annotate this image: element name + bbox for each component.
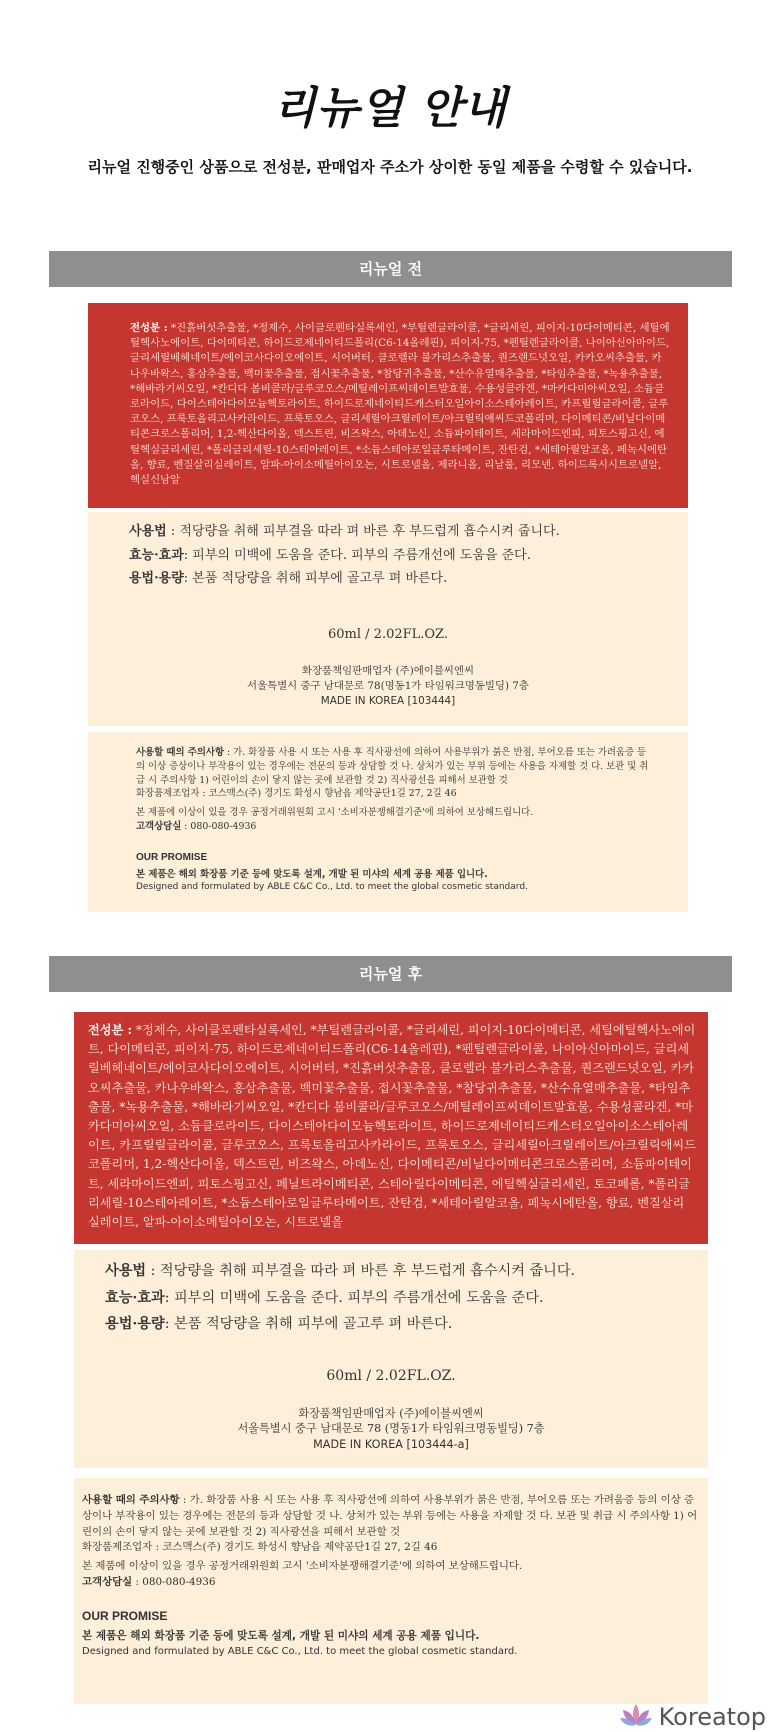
caution-panel-before — [88, 732, 688, 912]
caution-panel-after — [74, 1478, 708, 1704]
promise-title: OUR PROMISE — [82, 1608, 168, 1623]
manufacturer-text: 화장품제조업자 : 코스맥스(주) 경기도 화성시 향남읍 제약공단1길 27, 2길 46 — [136, 788, 457, 800]
promise-title: OUR PROMISE — [136, 851, 208, 863]
promise-english: Designed and formulated by ABLE C&C Co., Ltd. to meet the global cosmetic standard. — [136, 882, 528, 893]
seller-info: 화장품책임판매업자 (주)에이블씨엔씨 서울특별시 중구 남대문로 78(명동1가 타임워크명동빌딩) 7층 MADE IN KOREA [103444] — [247, 664, 529, 707]
page-title: 리뉴얼 안내 — [273, 83, 507, 134]
usage-row: 효능·효과: 피부의 미백에 도움을 준다. 피부의 주름개선에 도움을 준다. — [129, 547, 531, 563]
promise-korean: 본 제품은 해외 화장품 기준 등에 맞도록 설계, 개발 된 미샤의 세계 공용 제품 입니다. — [82, 1629, 480, 1642]
usage-list — [105, 1258, 708, 1338]
ingredients-text: *진흙버섯추출물, *정제수, 사이클로펜타실록세인, *부틸렌글라이콜, *글리세린, 피이지-10다이메티콘, 세틸에틸헥사노에이트, 다이메티콘, 하이드로제네이티드폴리(C6-14올레핀), 피이지-75, *펜틸렌글라이콜, 나이아신아마이드, 글리세릴베헤네이트/에이코사다이오에이트, 시어버터, 클로렐라 불가리스추출물, 퀀즈랜드넛오일, 카카오씨추출물, 카나우바왁스, 홍삼추출물, 백미꽃추출물, 접시꽃추출물, *참당귀추출물, *산수유열매추출물, *타임추출물, *녹용추출물, *해바라기씨오일, *칸디다 봄비콜라/글루코오스/메틸레이프씨데이트발효물, 수용성콜라겐, *마카다미아씨오일, 소듐클로라이드, 다이스테아다이모늄헥토라이트, 하이드로제네이티드캐스터오일아이소스테아레이트, 카프릴릴글라이콜, 글루코오스, 프룩토올리고사카라이드, 프룩토오스, 글리세릴아크릴레이트/아크릴릭애씨드코폴리머, 다이메티콘/비닐다이메티콘크로스폴리머, 1,2-헥산다이올, 덱스트린, 비즈왁스, 아데노신, 소듐파이테이트, 세라마이드엔피, 피토스핑고신, 에틸헥실글리세린, *폴리글리세릴-10스테아레이트, *소듐스테아로일글루타메이트, 잔탄검, *세테아릴알코올, 페녹시에탄올, 향료, 벤질살리실레이트, 알파-아이소메틸아이오논, 시트로넬올, 제라니올, 리날룰, 리모넨, 하이드록시시트로넬알, 헥실신남알 — [130, 322, 670, 487]
volume-text: 60ml / 2.02FL.OZ. — [326, 1367, 456, 1384]
compensation-text: 본 제품에 이상이 있을 경우 공정거래위원회 고시 '소비자분쟁해결기준'에 의하여 보상해드립니다. — [82, 1560, 523, 1573]
caution-text: 사용할 때의 주의사항 : 가. 화장품 사용 시 또는 사용 후 직사광선에 의하여 사용부위가 붉은 반점, 부어오름 또는 가려움증 등의 이상 증상이나 부작용이 있는 경우에는 전문의 등과 상담할 것 나. 상처가 있는 부위 등에는 사용을 자제할 것 다. 보관 및 취급 시 주의사항 1) 어린이의 손이 닿지 않는 곳에 보관할 것 2) 직사광선을 피해서 보관할 것 — [136, 747, 649, 786]
manufacturer-text: 화장품제조업자 : 코스맥스(주) 경기도 화성시 향남읍 제약공단1길 27, 2길 46 — [82, 1541, 438, 1554]
ingredients-panel-after — [74, 1012, 708, 1244]
seller-info: 화장품책임판매업자 (주)에이블씨엔씨 서울특별시 중구 남대문로 78 (명동1가 타임워크명동빌딩) 7층 MADE IN KOREA [103444-a] — [237, 1406, 545, 1451]
usage-list — [129, 520, 688, 591]
usage-row: 사용법 : 적당량을 취해 피부결을 따라 펴 바른 후 부드럽게 흡수시켜 줍니다. — [129, 524, 560, 539]
usage-row: 효능·효과: 피부의 미백에 도움을 준다. 피부의 주름개선에 도움을 준다. — [105, 1289, 544, 1306]
usage-row: 용법·용량: 본품 적당량을 취해 피부에 골고루 펴 바른다. — [129, 571, 448, 586]
koreatop-watermark — [619, 1704, 766, 1730]
customer-service: 고객상담실 : 080-080-4936 — [136, 820, 257, 832]
ingredients-label: 전성분 : — [130, 322, 168, 334]
section-bar-before: 리뉴얼 전 — [49, 251, 732, 287]
promise-korean: 본 제품은 해외 화장품 기준 등에 맞도록 설계, 개발 된 미샤의 세계 공용 제품 입니다. — [136, 868, 488, 880]
caution-text: 사용할 때의 주의사항 : 가. 화장품 사용 시 또는 사용 후 직사광선에 의하여 사용부위가 붉은 반점, 부어오름 또는 가려움증 등의 이상 증상이나 부작용이 있는 경우에는 전문의 등과 상담할 것 나. 상처가 있는 부위 등에는 사용을 자제할 것 다. 보관 및 취급 시 주의사항 1) 어린이의 손이 닿지 않는 곳에 보관할 것 2) 직사광선을 피해서 보관할 것 — [82, 1494, 698, 1538]
watermark-text: Koreatop — [658, 1703, 766, 1731]
page-subtitle: 리뉴얼 진행중인 상품으로 전성분, 판매업자 주소가 상이한 동일 제품을 수령할 수 있습니다. — [87, 158, 693, 176]
ingredients-text: *정제수, 사이클로펜타실록세인, *부틸렌글라이콜, *글리세린, 피이지-10다이메티콘, 세틸에틸헥사노에이트, 다이메티콘, 피이지-75, 하이드로제네이티드폴리(C6-14올레핀), *펜틸렌글라이콜, 나이아신아마이드, 글리세릴베헤네이트/에이코사다이오에이트, 시어버터, *진흙버섯추출물, 클로렐라 불가리스추출물, 퀀즈랜드넛오일, 카카오씨추출물, 카나우바왁스, 홍삼추출물, 백미꽃추출물, 접시꽃추출물, *참당귀추출물, *산수유열매추출물, *타임추출물, *녹용추출물, *해바라기씨오일, *칸디다 봄비콜라/글루코오스/메틸레이프씨데이트발효물, 수용성콜라겐, *마카다미아씨오일, 소듐클로라이드, 다이스테아다이모늄헥토라이트, 하이드로제네이티드캐스터오일아이소스테아레이트, 카프릴릴글라이콜, 글루코오스, 프룩토올리고사카라이드, 프룩토오스, 글리세릴아크릴레이트/아크릴릭애씨드코폴리머, 1,2-헥산다이올, 덱스트린, 비즈왁스, 아데노신, 다이메티콘/비닐다이메티콘크로스폴리머, 소듐파이테이트, 세라마이드엔피, 피토스핑고신, 페닐트라이메티콘, 스테아릴다이메티콘, 에틸헥실글리세린, 토코페롤, *폴리글리세릴-10스테아레이트, *소듐스테아로일글루타메이트, 잔탄검, *세테아릴알코올, 페녹시에탄올, 향료, 벤질살리실레이트, 알파-아이소메틸아이오논, 시트로넬올 — [88, 1023, 696, 1230]
info-panel-after — [74, 1250, 708, 1468]
ingredients-label: 전성분 : — [88, 1023, 133, 1037]
section-bar-after: 리뉴얼 후 — [49, 956, 732, 992]
ingredients-panel-before — [88, 303, 688, 508]
lotus-logo-icon — [619, 1702, 653, 1732]
volume-text: 60ml / 2.02FL.OZ. — [328, 626, 448, 642]
compensation-text: 본 제품에 이상이 있을 경우 공정거래위원회 고시 '소비자분쟁해결기준'에 의하여 보상해드립니다. — [136, 807, 534, 819]
usage-row: 사용법 : 적당량을 취해 피부결을 따라 펴 바른 후 부드럽게 흡수시켜 줍니다. — [105, 1263, 576, 1279]
usage-row: 용법·용량: 본품 적당량을 취해 피부에 골고루 펴 바른다. — [105, 1316, 453, 1332]
promise-english: Designed and formulated by ABLE C&C Co., Ltd. to meet the global cosmetic standard. — [82, 1646, 518, 1658]
customer-service: 고객상담실 : 080-080-4936 — [82, 1575, 216, 1588]
info-panel-before — [88, 512, 688, 726]
